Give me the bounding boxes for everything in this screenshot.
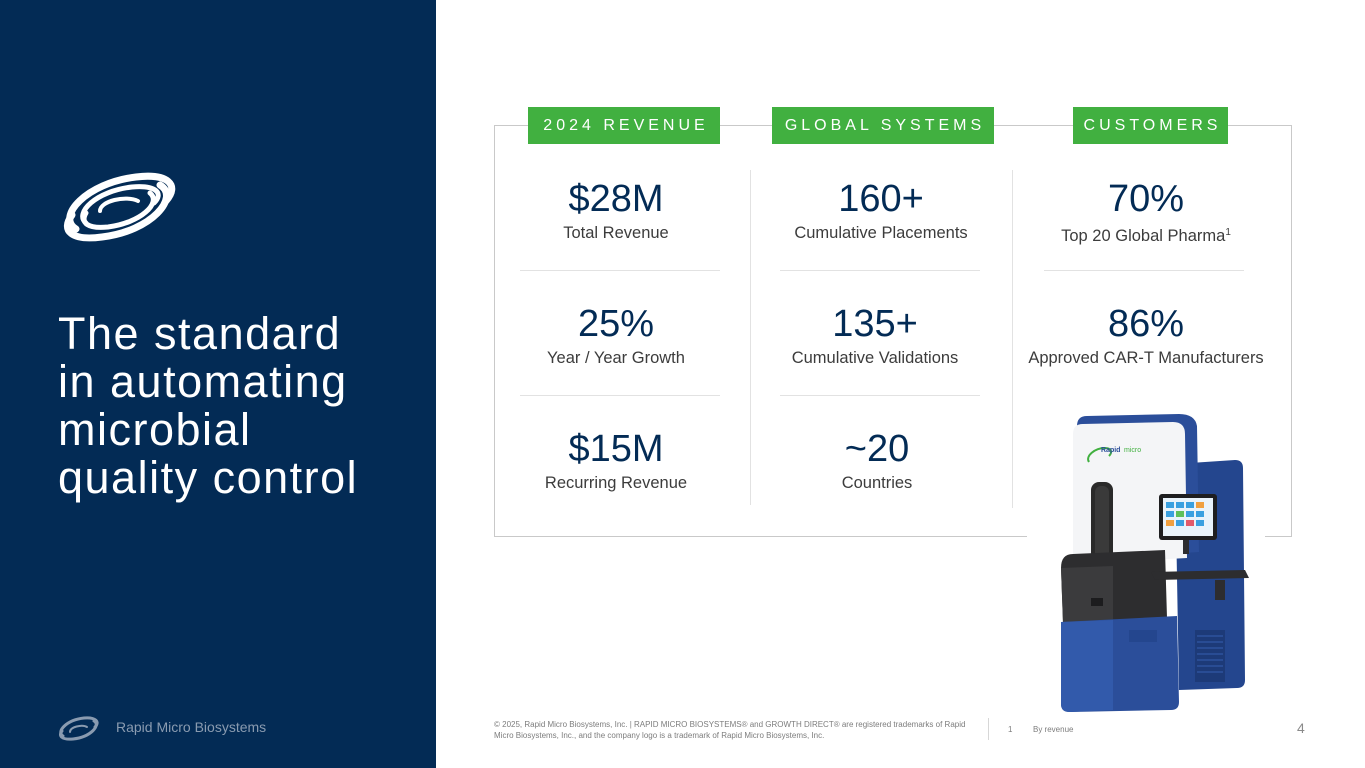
headline-line: The standard (58, 308, 342, 359)
stat-value: 135+ (832, 303, 918, 345)
row-divider (1044, 270, 1244, 271)
row-divider (520, 395, 720, 396)
footer-divider (988, 718, 989, 740)
footnote-text: By revenue (1033, 725, 1074, 734)
brand-name: Rapid Micro Biosystems (116, 719, 267, 735)
stat-car-t (1016, 303, 1276, 369)
legal-notice: © 2025, Rapid Micro Biosystems, Inc. | RAPID MICRO BIOSYSTEMS® and GROWTH DIRECT® are registered trademarks of Rapid Micro Biosystems, Inc., and the company logo is a trademark of Rapid Micro Biosystems, Inc. (494, 720, 966, 740)
instrument-brand-suffix: micro (1124, 447, 1142, 454)
column-divider (1012, 170, 1013, 508)
stat-countries (747, 428, 1007, 494)
stat-label: Cumulative Placements (794, 224, 968, 242)
header-revenue: 2024 REVENUE (528, 107, 720, 144)
stat-label (1016, 222, 1276, 247)
headline-line: in automating (58, 356, 348, 407)
headline (58, 310, 418, 502)
stat-value: $28M (568, 178, 664, 220)
row-divider (520, 270, 720, 271)
stat-value: 86% (1107, 303, 1185, 345)
header-global-systems: GLOBAL SYSTEMS (772, 107, 994, 144)
stat-validations (745, 303, 1005, 369)
growth-direct-instrument-image (1055, 412, 1255, 712)
stat-label: Total Revenue (563, 224, 669, 242)
stat-label-text: Top 20 Global Pharma (1061, 227, 1226, 245)
stat-total-revenue (486, 178, 746, 244)
headline-line: quality control (58, 452, 359, 503)
stat-label: Year / Year Growth (547, 349, 685, 367)
stat-recurring-revenue (486, 428, 746, 494)
stat-value: 25% (577, 303, 655, 345)
stat-top-pharma (1016, 178, 1276, 247)
header-customers: CUSTOMERS (1073, 107, 1228, 144)
page-number: 4 (1297, 720, 1305, 736)
row-divider (780, 270, 980, 271)
stat-value: $15M (568, 428, 664, 470)
stat-label: Recurring Revenue (544, 474, 688, 492)
instrument-brand-text: Rapid (1101, 447, 1121, 454)
stat-label: Approved CAR-T Manufacturers (1028, 349, 1264, 367)
stat-label: Cumulative Validations (791, 349, 959, 367)
stat-value: 70% (1107, 178, 1185, 220)
headline-line: microbial (58, 404, 252, 455)
stat-growth (486, 303, 746, 369)
stat-label: Countries (841, 474, 913, 492)
footnote-mark: 1 (1225, 227, 1231, 238)
row-divider (780, 395, 980, 396)
footer-logo-icon (56, 714, 102, 742)
stat-value: 160+ (838, 178, 924, 220)
company-logo-icon (56, 165, 182, 247)
stat-value: ~20 (844, 428, 910, 470)
footnote-number: 1 (1008, 725, 1013, 734)
stat-placements (751, 178, 1011, 244)
left-panel (0, 0, 436, 768)
